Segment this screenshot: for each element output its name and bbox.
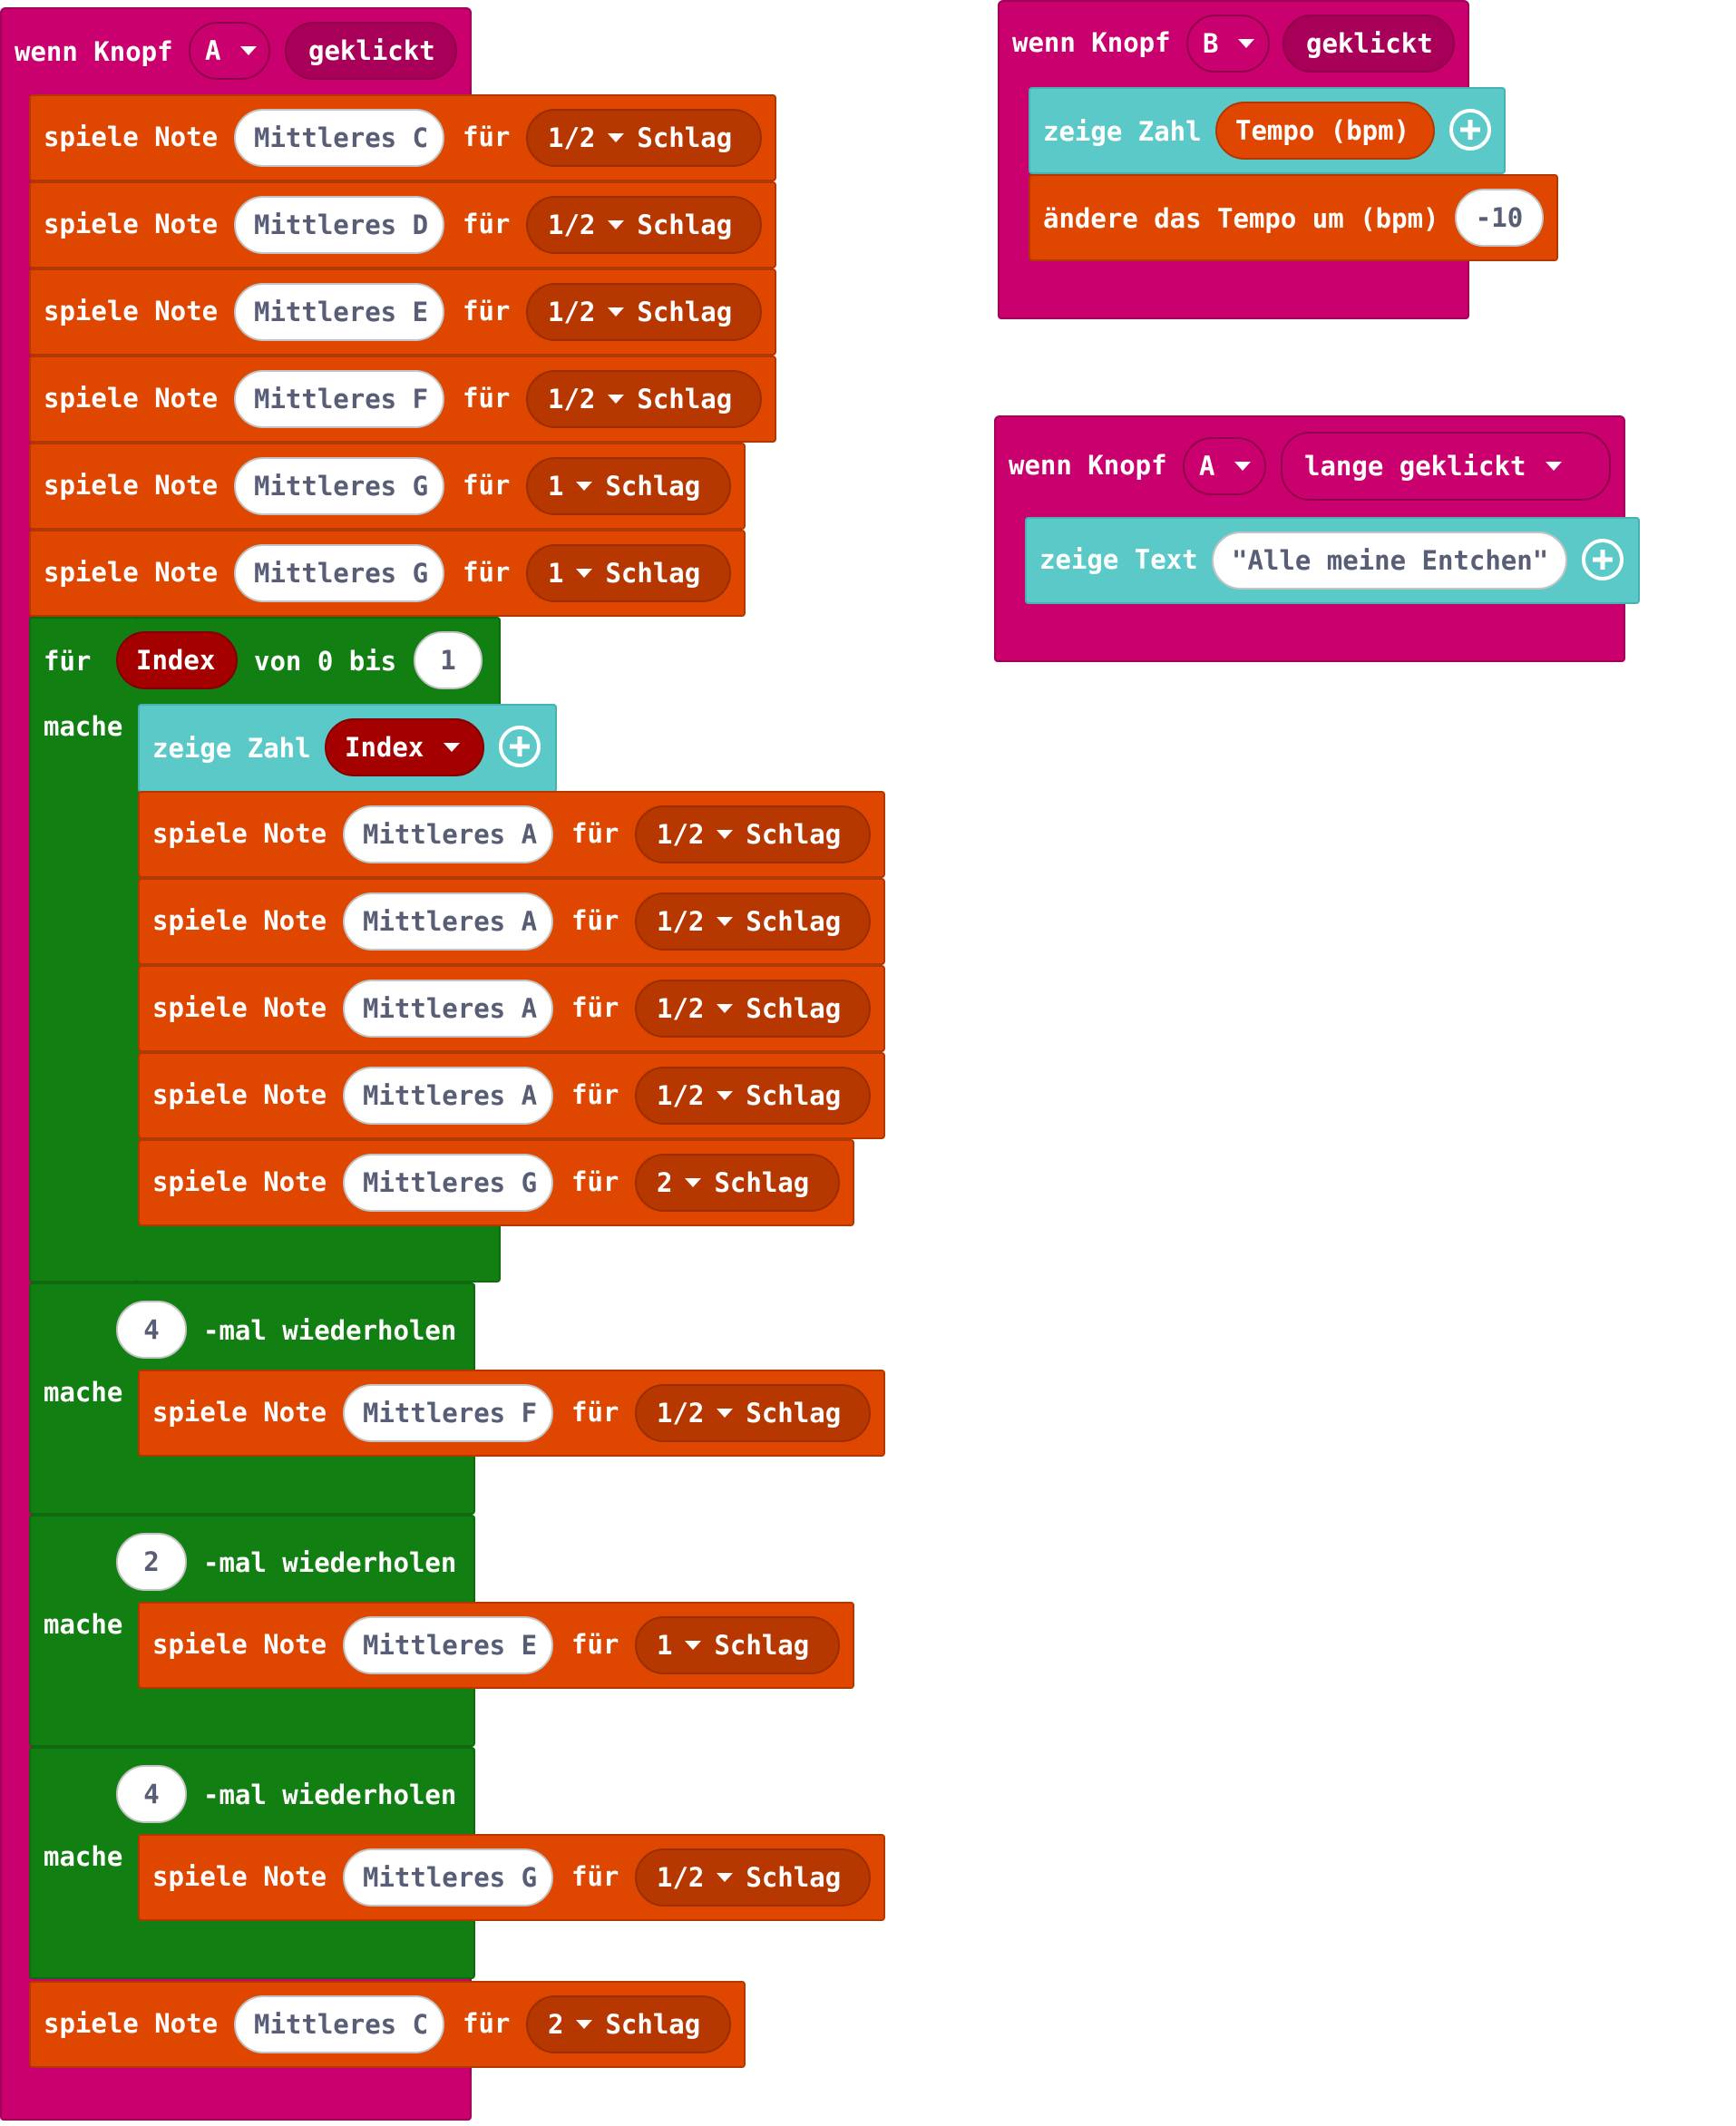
add-plus-icon[interactable]: [1449, 109, 1491, 151]
note-input[interactable]: [234, 457, 444, 515]
play-note-label: spiele Note: [152, 1166, 327, 1197]
beat-unit-label: Schlag: [714, 1630, 810, 1661]
chevron-down-icon: [717, 1091, 733, 1100]
note-input[interactable]: [343, 1154, 553, 1212]
beat-unit-label: Schlag: [605, 558, 701, 589]
chevron-down-icon: [717, 1004, 733, 1013]
for-label: für: [571, 818, 619, 849]
beat-value: 1/2: [657, 1080, 705, 1111]
note-value: Mittleres A: [363, 1080, 538, 1111]
note-value: Mittleres A: [363, 906, 538, 937]
beat-dropdown[interactable]: [635, 1384, 871, 1442]
add-plus-icon[interactable]: [1582, 539, 1624, 580]
play-note-label: spiele Note: [44, 122, 219, 152]
event-type-label: geklickt: [1306, 28, 1433, 59]
beat-dropdown[interactable]: [635, 1848, 871, 1907]
beat-dropdown[interactable]: [635, 892, 871, 951]
note-input[interactable]: [234, 544, 444, 602]
repeat-count-value: 4: [143, 1314, 160, 1345]
repeat-count-value: 2: [143, 1546, 160, 1577]
chevron-down-icon: [608, 307, 624, 317]
for-label: für: [571, 905, 619, 936]
change-tempo-input[interactable]: [1455, 189, 1544, 247]
beat-value: 1: [657, 1630, 673, 1661]
show-text-label: zeige Text: [1039, 544, 1198, 575]
event-type-dropdown[interactable]: [1281, 432, 1611, 501]
show-text-value: "Alle meine Entchen": [1232, 545, 1549, 576]
event-label-when-button: wenn Knopf: [15, 36, 173, 67]
beat-value: 1/2: [657, 1398, 705, 1429]
beat-dropdown[interactable]: [526, 457, 731, 515]
repeat-label: -mal wiederholen: [203, 1547, 457, 1578]
for-label: für: [463, 122, 511, 152]
note-input[interactable]: [343, 1384, 553, 1442]
button-dropdown-a[interactable]: [1183, 437, 1266, 495]
beat-value: 2: [548, 2009, 564, 2040]
note-value: Mittleres E: [254, 297, 429, 327]
beat-dropdown[interactable]: [635, 1616, 840, 1674]
chevron-down-icon: [608, 220, 624, 229]
for-label: für: [463, 470, 511, 501]
for-label: für: [571, 992, 619, 1023]
do-label: mache: [44, 1841, 123, 1872]
chevron-down-icon: [1238, 39, 1254, 48]
note-value: Mittleres D: [254, 210, 429, 240]
chevron-down-icon: [685, 1178, 701, 1187]
note-value: Mittleres G: [254, 471, 429, 502]
chevron-down-icon: [240, 46, 257, 55]
chevron-down-icon: [576, 482, 592, 491]
repeat-count-input[interactable]: [116, 1301, 187, 1359]
beat-dropdown[interactable]: [526, 283, 762, 341]
chevron-down-icon: [685, 1641, 701, 1650]
chevron-down-icon: [717, 1873, 733, 1882]
beat-value: 1/2: [657, 1862, 705, 1893]
event-type-clicked: [1282, 15, 1455, 73]
repeat-count-input[interactable]: [116, 1765, 187, 1823]
from-to-label: von 0 bis: [254, 646, 397, 677]
note-input[interactable]: [234, 109, 444, 167]
note-input[interactable]: [234, 196, 444, 254]
loop-variable-index[interactable]: [116, 631, 238, 689]
for-label: für: [571, 1397, 619, 1428]
beat-dropdown[interactable]: [635, 805, 871, 863]
chevron-down-icon: [717, 917, 733, 926]
beat-value: 1/2: [548, 210, 596, 240]
beat-unit-label: Schlag: [605, 471, 701, 502]
beat-dropdown[interactable]: [635, 980, 871, 1038]
note-value: Mittleres G: [363, 1862, 538, 1893]
chevron-down-icon: [1234, 462, 1251, 471]
event-type-clicked: [285, 22, 457, 80]
button-dropdown-b[interactable]: [1186, 15, 1270, 73]
beat-unit-label: Schlag: [714, 1167, 810, 1198]
chevron-down-icon: [608, 133, 624, 142]
play-note-label: spiele Note: [44, 296, 219, 327]
beat-dropdown[interactable]: [526, 109, 762, 167]
beat-unit-label: Schlag: [637, 122, 733, 153]
for-label: für: [571, 1861, 619, 1892]
button-dropdown-value: A: [205, 35, 221, 66]
chevron-down-icon: [444, 743, 460, 752]
note-input[interactable]: [343, 805, 553, 863]
note-input[interactable]: [343, 892, 553, 951]
for-label: für: [463, 2008, 511, 2039]
do-label: mache: [44, 1377, 123, 1408]
add-plus-icon[interactable]: [499, 726, 541, 767]
for-label: für: [571, 1629, 619, 1660]
chevron-down-icon: [717, 830, 733, 839]
show-number-label: zeige Zahl: [1043, 116, 1202, 147]
note-input[interactable]: [343, 980, 553, 1038]
play-note-label: spiele Note: [44, 209, 219, 239]
repeat-count-value: 4: [143, 1779, 160, 1809]
loop-variable-label: Index: [136, 645, 216, 676]
note-input[interactable]: [234, 1995, 444, 2053]
for-loop-label: für: [44, 646, 92, 677]
beat-dropdown[interactable]: [635, 1154, 840, 1212]
beat-unit-label: Schlag: [637, 210, 733, 240]
beat-value: 1/2: [548, 122, 596, 153]
button-dropdown-value: A: [1199, 451, 1215, 482]
note-input[interactable]: [343, 1848, 553, 1907]
do-label: mache: [44, 711, 123, 742]
for-label: für: [463, 296, 511, 327]
beat-unit-label: Schlag: [605, 2009, 701, 2040]
change-tempo-label: ändere das Tempo um (bpm): [1043, 203, 1439, 234]
note-value: Mittleres A: [363, 993, 538, 1024]
beat-value: 1/2: [657, 993, 705, 1024]
event-type-label: geklickt: [308, 35, 435, 66]
note-input[interactable]: [343, 1067, 553, 1125]
play-note-label: spiele Note: [44, 557, 219, 588]
beat-value: 1/2: [657, 906, 705, 937]
beat-value: 1: [548, 471, 564, 502]
note-value: Mittleres C: [254, 122, 429, 153]
for-label: für: [463, 383, 511, 414]
variable-dropdown-label: Index: [345, 732, 424, 763]
chevron-down-icon: [576, 569, 592, 578]
for-label: für: [463, 209, 511, 239]
loop-end-input[interactable]: [414, 631, 483, 689]
repeat-label: -mal wiederholen: [203, 1315, 457, 1346]
tempo-reporter[interactable]: [1215, 102, 1435, 160]
loop-end-value: 1: [440, 645, 456, 676]
play-note-label: spiele Note: [152, 818, 327, 849]
change-tempo-value: -10: [1475, 202, 1524, 233]
beat-unit-label: Schlag: [637, 384, 733, 414]
play-note-label: spiele Note: [44, 2008, 219, 2039]
chevron-down-icon: [717, 1409, 733, 1418]
note-value: Mittleres G: [363, 1167, 538, 1198]
beat-dropdown[interactable]: [635, 1067, 871, 1125]
beat-unit-label: Schlag: [746, 906, 842, 937]
for-label: für: [463, 557, 511, 588]
button-dropdown-a[interactable]: [189, 22, 270, 80]
beat-value: 2: [657, 1167, 673, 1198]
show-number-label: zeige Zahl: [152, 733, 311, 764]
play-note-label: spiele Note: [152, 905, 327, 936]
for-label: für: [571, 1079, 619, 1110]
note-input[interactable]: [234, 283, 444, 341]
beat-dropdown[interactable]: [526, 370, 762, 428]
do-label: mache: [44, 1609, 123, 1640]
for-label: für: [571, 1166, 619, 1197]
event-label-when-button: wenn Knopf: [1012, 27, 1171, 58]
button-dropdown-value: B: [1203, 28, 1219, 59]
beat-unit-label: Schlag: [746, 1862, 842, 1893]
tempo-label: Tempo (bpm): [1235, 115, 1410, 146]
play-note-label: spiele Note: [152, 1629, 327, 1660]
beat-dropdown[interactable]: [526, 1995, 731, 2053]
beat-dropdown[interactable]: [526, 196, 762, 254]
note-value: Mittleres F: [363, 1398, 538, 1429]
beat-value: 1: [548, 558, 564, 589]
note-input[interactable]: [234, 370, 444, 428]
beat-dropdown[interactable]: [526, 544, 731, 602]
event-type-label: lange geklickt: [1304, 451, 1526, 482]
play-note-label: spiele Note: [152, 1861, 327, 1892]
note-value: Mittleres E: [363, 1630, 538, 1661]
note-value: Mittleres F: [254, 384, 429, 414]
beat-unit-label: Schlag: [746, 1080, 842, 1111]
show-number-variable-dropdown[interactable]: [325, 718, 484, 776]
beat-unit-label: Schlag: [637, 297, 733, 327]
chevron-down-icon: [608, 395, 624, 404]
beat-value: 1/2: [548, 297, 596, 327]
play-note-label: spiele Note: [152, 1079, 327, 1110]
beat-value: 1/2: [548, 384, 596, 414]
play-note-label: spiele Note: [152, 992, 327, 1023]
note-value: Mittleres A: [363, 819, 538, 850]
play-note-label: spiele Note: [44, 470, 219, 501]
beat-unit-label: Schlag: [746, 819, 842, 850]
beat-unit-label: Schlag: [746, 1398, 842, 1429]
play-note-label: spiele Note: [44, 383, 219, 414]
note-value: Mittleres C: [254, 2009, 429, 2040]
play-note-label: spiele Note: [152, 1397, 327, 1428]
repeat-label: -mal wiederholen: [203, 1780, 457, 1810]
repeat-count-input[interactable]: [116, 1533, 187, 1591]
beat-unit-label: Schlag: [746, 993, 842, 1024]
event-label-when-button: wenn Knopf: [1009, 450, 1167, 481]
chevron-down-icon: [1546, 462, 1562, 471]
show-text-input[interactable]: [1212, 532, 1567, 590]
chevron-down-icon: [576, 2020, 592, 2029]
beat-value: 1/2: [657, 819, 705, 850]
note-input[interactable]: [343, 1616, 553, 1674]
note-value: Mittleres G: [254, 558, 429, 589]
